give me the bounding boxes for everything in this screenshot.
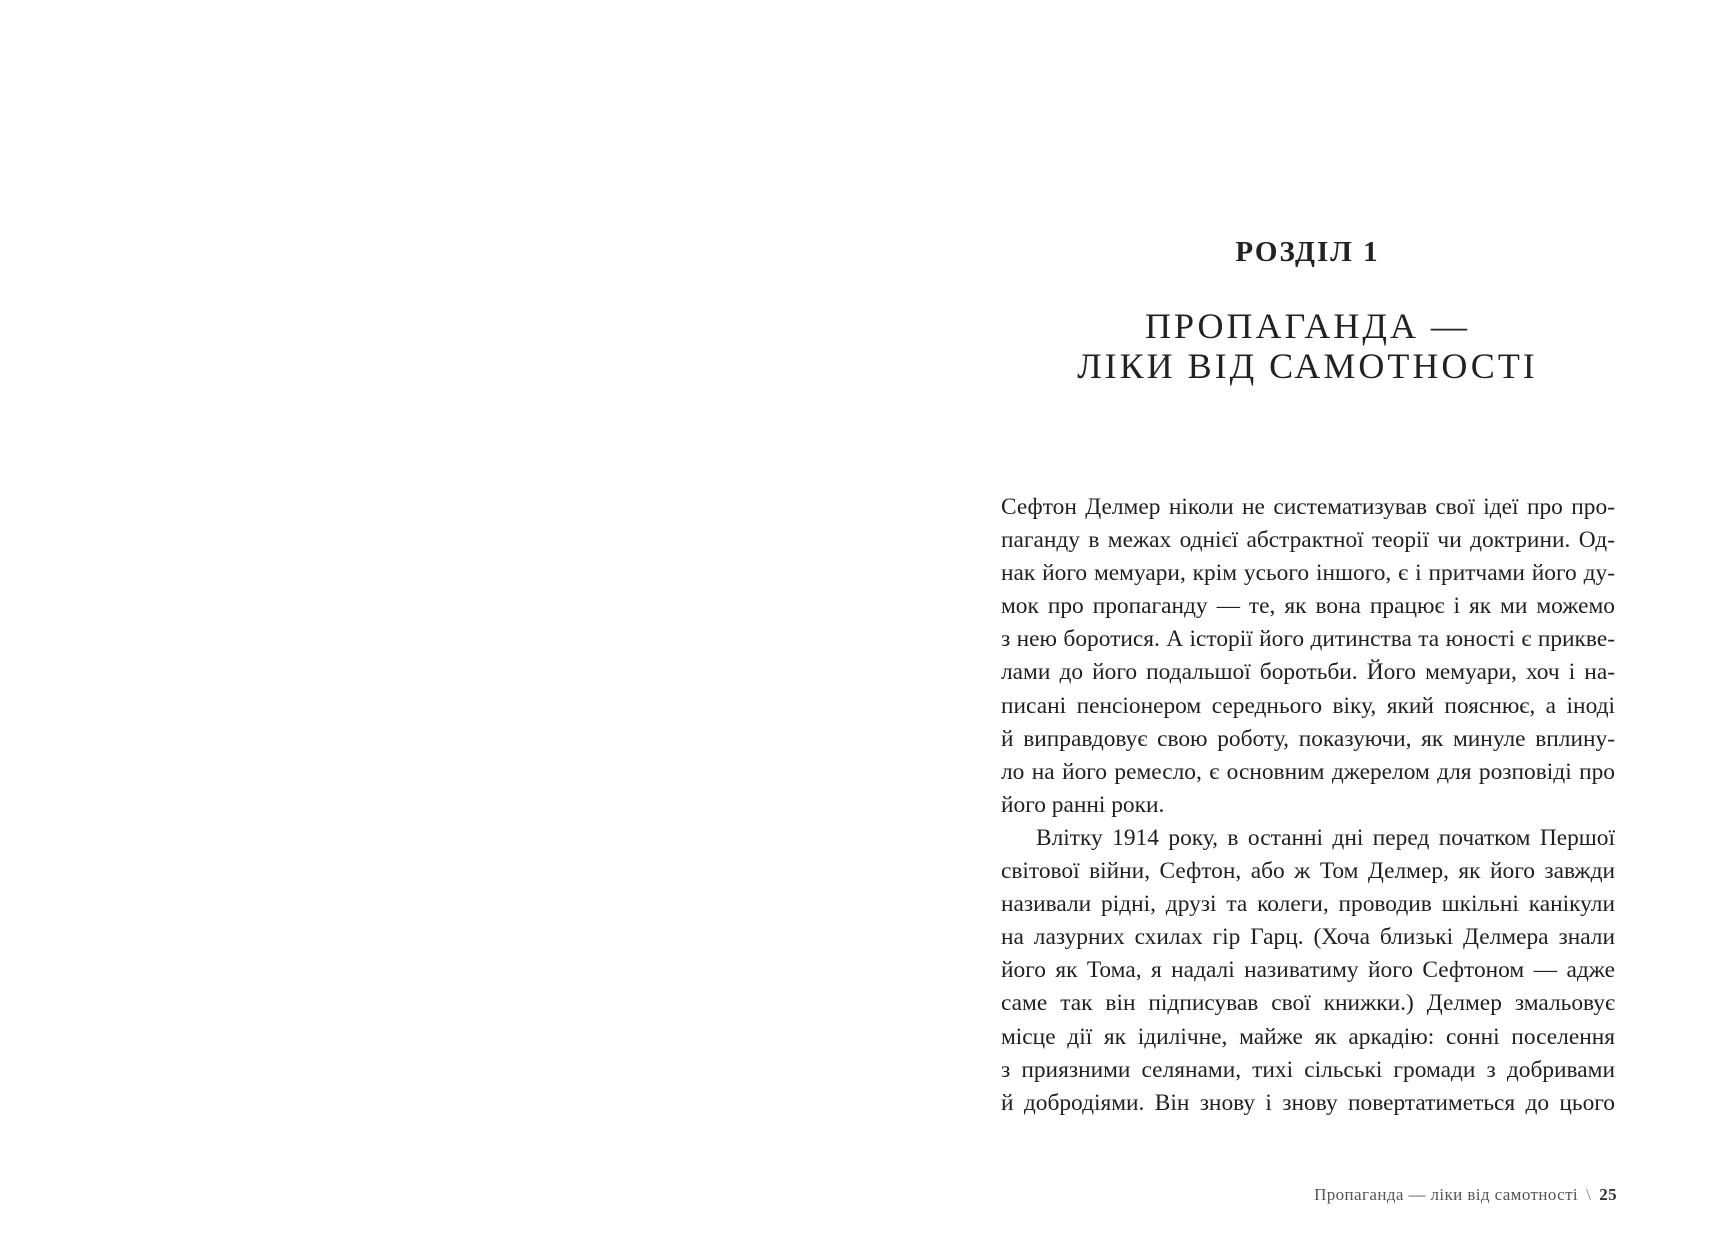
text-line: й виправдовує свою роботу, показуючи, як минуле вплину- — [1001, 725, 1615, 752]
page-number: 25 — [1599, 1185, 1617, 1204]
text-line: Влітку 1914 року, в останні дні перед початком Першої — [1036, 824, 1615, 851]
text-line: називали рідні, друзі та колеги, проводив шкільні канікули — [1001, 891, 1615, 918]
text-line: з приязними селянами, тихі сільські громади з добривами — [1001, 1056, 1615, 1083]
footer-separator: \ — [1586, 1185, 1592, 1204]
running-footer — [1314, 1185, 1617, 1205]
left-page-blank — [0, 0, 856, 1258]
chapter-label: РОЗДІЛ 1 — [1235, 236, 1380, 268]
text-line: з нею боротися. А історії його дитинства та юності є прикве- — [1001, 626, 1615, 653]
text-line: місце дії як ідилічне, майже як аркадію: сонні поселення — [1001, 1023, 1615, 1050]
text-line: Сефтон Делмер ніколи не систематизував свої ідеї про про- — [1001, 494, 1615, 520]
text-line: мок про пропаганду — те, як вона працює і як ми можемо — [1001, 593, 1615, 620]
chapter-title-line-2: ЛІКИ ВІД САМОТНОСТІ — [1077, 346, 1538, 386]
chapter-title-line-1: ПРОПАГАНДА — — [1145, 306, 1470, 346]
text-line: лами до його подальшої боротьби. Його мемуари, хоч і на- — [1001, 659, 1615, 686]
text-line: паганду в межах однієї абстрактної теорії чи доктрини. Од- — [1001, 527, 1615, 554]
text-line: ло на його ремесло, є основним джерелом для розповіді про — [1001, 758, 1615, 785]
text-line: світової війни, Сефтон, або ж Том Делмер, як його завжди — [1001, 858, 1615, 885]
text-line: саме так він підписував свої книжки.) Делмер змальовує — [1001, 990, 1615, 1017]
text-line: на лазурних схилах гір Гарц. (Хоча близькі Делмера знали — [1001, 924, 1615, 951]
text-line: й добродіями. Він знову і знову повертатиметься до цього — [1001, 1089, 1615, 1116]
text-line: його ранні роки. — [1001, 791, 1165, 818]
chapter-title — [1000, 306, 1615, 386]
text-line: його як Тома, я надалі називатиму його Сефтоном — адже — [1001, 957, 1615, 984]
body-text — [1001, 491, 1615, 1120]
running-title: Пропаганда — ліки від самотності — [1314, 1185, 1579, 1204]
text-line: писані пенсіонером середнього віку, який пояснює, а іноді — [1001, 692, 1615, 719]
text-line: нак його мемуари, крім усього іншого, є і притчами його ду- — [1001, 560, 1615, 587]
